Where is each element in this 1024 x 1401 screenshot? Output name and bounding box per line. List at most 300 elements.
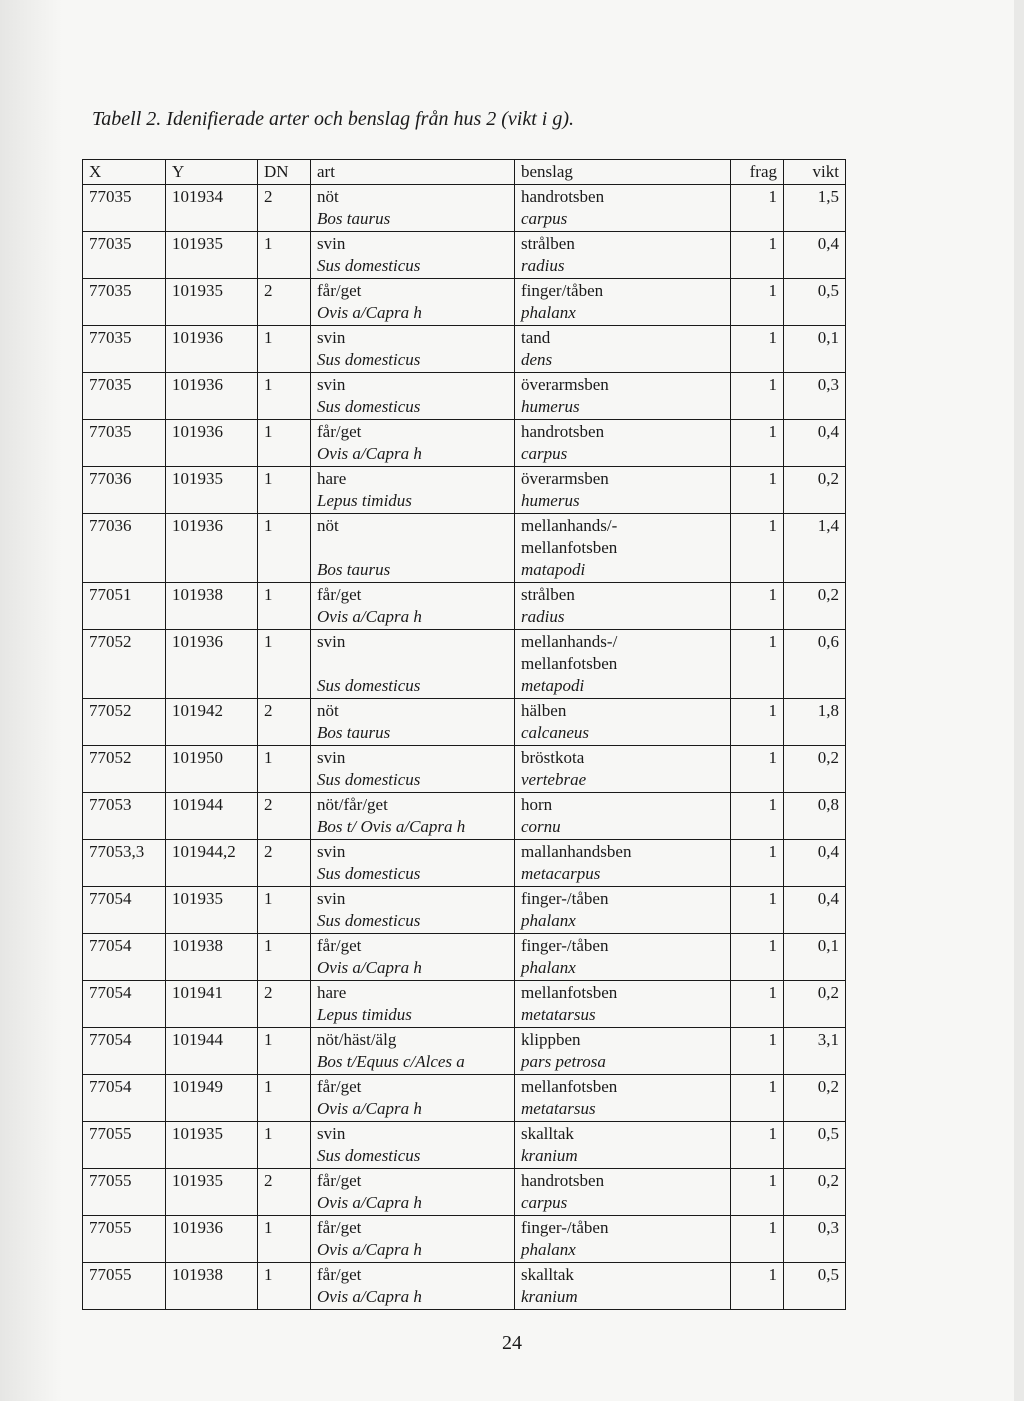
dn-value: 1	[264, 1077, 273, 1096]
table-row	[83, 185, 846, 232]
cell-dn	[258, 420, 311, 467]
y-value: 101935	[172, 1171, 223, 1190]
cell-vikt	[784, 279, 846, 326]
cell-x	[83, 746, 166, 793]
benslag-name: skalltak	[521, 1265, 574, 1284]
y-value: 101936	[172, 632, 223, 651]
table-row	[83, 699, 846, 746]
cell-dn	[258, 887, 311, 934]
cell-art	[311, 1122, 515, 1169]
cell-vikt	[784, 793, 846, 840]
cell-x	[83, 467, 166, 514]
art-scientific-name: Ovis a/Capra h	[317, 444, 422, 463]
cell-art	[311, 887, 515, 934]
cell-x	[83, 279, 166, 326]
x-value: 77035	[89, 234, 132, 253]
cell-y	[166, 981, 258, 1028]
frag-value: 1	[768, 234, 777, 253]
cell-vikt	[784, 746, 846, 793]
cell-y	[166, 583, 258, 630]
frag-value: 1	[768, 889, 777, 908]
cell-benslag	[515, 934, 731, 981]
benslag-name: finger-/tåben	[521, 1218, 609, 1237]
table-row	[83, 630, 846, 699]
dn-value: 1	[264, 469, 273, 488]
cell-vikt	[784, 232, 846, 279]
frag-value: 1	[768, 1077, 777, 1096]
cell-x	[83, 793, 166, 840]
benslag-name: skalltak	[521, 1124, 574, 1143]
table-row	[83, 1169, 846, 1216]
cell-vikt	[784, 981, 846, 1028]
cell-x	[83, 373, 166, 420]
art-scientific-name: Bos taurus	[317, 723, 391, 742]
frag-value: 1	[768, 187, 777, 206]
art-common-name: nöt	[317, 516, 339, 535]
cell-x	[83, 1216, 166, 1263]
x-value: 77035	[89, 375, 132, 394]
cell-vikt	[784, 583, 846, 630]
cell-dn	[258, 630, 311, 699]
header-art: art	[311, 160, 515, 185]
x-value: 77053,3	[89, 842, 145, 861]
y-value: 101942	[172, 701, 223, 720]
x-value: 77053	[89, 795, 132, 814]
cell-art	[311, 630, 515, 699]
x-value: 77035	[89, 422, 132, 441]
art-scientific-name: Ovis a/Capra h	[317, 303, 422, 322]
cell-frag	[731, 279, 784, 326]
benslag-name: mellanhands/-	[521, 516, 618, 535]
y-value: 101949	[172, 1077, 223, 1096]
frag-value: 1	[768, 795, 777, 814]
vikt-value: 1,5	[817, 187, 839, 206]
benslag-scientific-name: phalanx	[521, 958, 576, 977]
vikt-value: 0,2	[817, 1171, 839, 1190]
cell-y	[166, 420, 258, 467]
y-value: 101938	[172, 585, 223, 604]
x-value: 77054	[89, 983, 132, 1002]
vikt-value: 0,4	[817, 842, 839, 861]
art-common-name: får/get	[317, 1171, 362, 1190]
table-row	[83, 1075, 846, 1122]
cell-vikt	[784, 840, 846, 887]
cell-frag	[731, 583, 784, 630]
cell-vikt	[784, 420, 846, 467]
cell-art	[311, 185, 515, 232]
table-row	[83, 793, 846, 840]
table-header-row	[83, 160, 846, 185]
cell-x	[83, 934, 166, 981]
frag-value: 1	[768, 842, 777, 861]
cell-dn	[258, 583, 311, 630]
vikt-value: 0,2	[817, 585, 839, 604]
benslag-scientific-name: phalanx	[521, 1240, 576, 1259]
dn-value: 1	[264, 889, 273, 908]
x-value: 77054	[89, 1030, 132, 1049]
table-row	[83, 232, 846, 279]
table-row	[83, 981, 846, 1028]
art-scientific-name: Sus domesticus	[317, 397, 421, 416]
benslag-name-cont: mellanfotsben	[521, 538, 618, 557]
vikt-value: 0,5	[817, 1265, 839, 1284]
cell-art	[311, 279, 515, 326]
x-value: 77052	[89, 632, 132, 651]
cell-art	[311, 232, 515, 279]
art-scientific-name: Sus domesticus	[317, 256, 421, 275]
table-row	[83, 279, 846, 326]
y-value: 101936	[172, 516, 223, 535]
dn-value: 1	[264, 328, 273, 347]
cell-benslag	[515, 699, 731, 746]
cell-benslag	[515, 514, 731, 583]
benslag-scientific-name: humerus	[521, 397, 580, 416]
cell-dn	[258, 746, 311, 793]
cell-art	[311, 1216, 515, 1263]
cell-art	[311, 1263, 515, 1310]
cell-art	[311, 934, 515, 981]
cell-y	[166, 746, 258, 793]
cell-y	[166, 1169, 258, 1216]
cell-frag	[731, 420, 784, 467]
benslag-name: strålben	[521, 234, 575, 253]
y-value: 101944	[172, 1030, 223, 1049]
header-x: X	[83, 160, 166, 185]
vikt-value: 0,5	[817, 1124, 839, 1143]
art-scientific-name: Ovis a/Capra h	[317, 958, 422, 977]
cell-dn	[258, 1216, 311, 1263]
frag-value: 1	[768, 748, 777, 767]
y-value: 101941	[172, 983, 223, 1002]
table-row	[83, 887, 846, 934]
cell-art	[311, 1028, 515, 1075]
vikt-value: 0,1	[817, 936, 839, 955]
cell-benslag	[515, 793, 731, 840]
cell-frag	[731, 630, 784, 699]
cell-dn	[258, 1122, 311, 1169]
dn-value: 1	[264, 422, 273, 441]
vikt-value: 0,8	[817, 795, 839, 814]
table-row	[83, 467, 846, 514]
dn-value: 1	[264, 936, 273, 955]
cell-x	[83, 185, 166, 232]
table-row	[83, 583, 846, 630]
frag-value: 1	[768, 1218, 777, 1237]
cell-y	[166, 630, 258, 699]
y-value: 101950	[172, 748, 223, 767]
art-scientific-name: Sus domesticus	[317, 864, 421, 883]
cell-y	[166, 887, 258, 934]
x-value: 77055	[89, 1218, 132, 1237]
cell-x	[83, 840, 166, 887]
table-caption: Tabell 2. Idenifierade arter och benslag från hus 2 (vikt i g).	[92, 108, 574, 130]
vikt-value: 0,4	[817, 889, 839, 908]
x-value: 77036	[89, 469, 132, 488]
cell-art	[311, 373, 515, 420]
vikt-value: 0,6	[817, 632, 839, 651]
cell-benslag	[515, 279, 731, 326]
cell-benslag	[515, 840, 731, 887]
y-value: 101935	[172, 889, 223, 908]
cell-frag	[731, 373, 784, 420]
benslag-scientific-name: phalanx	[521, 911, 576, 930]
cell-dn	[258, 699, 311, 746]
x-value: 77035	[89, 187, 132, 206]
cell-y	[166, 514, 258, 583]
dn-value: 2	[264, 983, 273, 1002]
cell-benslag	[515, 887, 731, 934]
art-common-name: får/get	[317, 936, 362, 955]
cell-x	[83, 699, 166, 746]
art-common-name: nöt/häst/älg	[317, 1030, 397, 1049]
cell-vikt	[784, 1216, 846, 1263]
table-row	[83, 1122, 846, 1169]
art-common-name: hare	[317, 469, 347, 488]
cell-frag	[731, 1216, 784, 1263]
vikt-value: 0,2	[817, 748, 839, 767]
cell-dn	[258, 1028, 311, 1075]
benslag-scientific-name: humerus	[521, 491, 580, 510]
benslag-scientific-name: metatarsus	[521, 1005, 596, 1024]
y-value: 101935	[172, 234, 223, 253]
benslag-name: överarmsben	[521, 469, 609, 488]
dn-value: 2	[264, 1171, 273, 1190]
y-value: 101935	[172, 1124, 223, 1143]
art-common-name: hare	[317, 983, 347, 1002]
frag-value: 1	[768, 701, 777, 720]
table-row	[83, 746, 846, 793]
art-common-name: svin	[317, 889, 346, 908]
y-value: 101936	[172, 328, 223, 347]
cell-x	[83, 1075, 166, 1122]
cell-dn	[258, 934, 311, 981]
cell-vikt	[784, 1028, 846, 1075]
art-common-name: svin	[317, 748, 346, 767]
x-value: 77036	[89, 516, 132, 535]
cell-vikt	[784, 1122, 846, 1169]
species-table	[82, 159, 846, 1310]
cell-vikt	[784, 934, 846, 981]
vikt-value: 0,1	[817, 328, 839, 347]
header-benslag: benslag	[515, 160, 731, 185]
benslag-scientific-name: vertebrae	[521, 770, 587, 789]
cell-x	[83, 630, 166, 699]
art-scientific-name: Bos t/Equus c/Alces a	[317, 1052, 465, 1071]
cell-y	[166, 279, 258, 326]
frag-value: 1	[768, 469, 777, 488]
cell-dn	[258, 326, 311, 373]
cell-benslag	[515, 746, 731, 793]
cell-benslag	[515, 373, 731, 420]
cell-benslag	[515, 420, 731, 467]
benslag-name: finger-/tåben	[521, 889, 609, 908]
frag-value: 1	[768, 983, 777, 1002]
cell-benslag	[515, 630, 731, 699]
dn-value: 2	[264, 795, 273, 814]
benslag-scientific-name: phalanx	[521, 303, 576, 322]
x-value: 77055	[89, 1171, 132, 1190]
cell-dn	[258, 467, 311, 514]
header-vikt: vikt	[784, 160, 846, 185]
benslag-name: handrotsben	[521, 1171, 605, 1190]
y-value: 101935	[172, 281, 223, 300]
benslag-name: klippben	[521, 1030, 581, 1049]
benslag-name: överarmsben	[521, 375, 609, 394]
benslag-name: handrotsben	[521, 187, 605, 206]
art-scientific-name: Ovis a/Capra h	[317, 1287, 422, 1306]
cell-dn	[258, 840, 311, 887]
frag-value: 1	[768, 281, 777, 300]
cell-x	[83, 420, 166, 467]
benslag-name: strålben	[521, 585, 575, 604]
benslag-scientific-name: carpus	[521, 209, 568, 228]
cell-vikt	[784, 373, 846, 420]
cell-x	[83, 232, 166, 279]
cell-frag	[731, 1169, 784, 1216]
cell-y	[166, 1263, 258, 1310]
header-frag: frag	[731, 160, 784, 185]
frag-value: 1	[768, 585, 777, 604]
y-value: 101935	[172, 469, 223, 488]
cell-y	[166, 840, 258, 887]
dn-value: 1	[264, 234, 273, 253]
x-value: 77054	[89, 1077, 132, 1096]
art-scientific-name: Bos taurus	[317, 560, 391, 579]
art-common-name: svin	[317, 632, 346, 651]
y-value: 101934	[172, 187, 223, 206]
cell-vikt	[784, 1169, 846, 1216]
benslag-scientific-name: carpus	[521, 1193, 568, 1212]
x-value: 77035	[89, 328, 132, 347]
cell-dn	[258, 793, 311, 840]
cell-benslag	[515, 1216, 731, 1263]
benslag-name: mallanhandsben	[521, 842, 632, 861]
art-scientific-name: Sus domesticus	[317, 676, 421, 695]
benslag-name: bröstkota	[521, 748, 585, 767]
art-common-name: får/get	[317, 1265, 362, 1284]
dn-value: 2	[264, 701, 273, 720]
cell-vikt	[784, 514, 846, 583]
table-row	[83, 514, 846, 583]
benslag-name-cont: mellanfotsben	[521, 654, 618, 673]
dn-value: 1	[264, 1124, 273, 1143]
cell-benslag	[515, 467, 731, 514]
frag-value: 1	[768, 516, 777, 535]
art-common-name: får/get	[317, 281, 362, 300]
cell-x	[83, 583, 166, 630]
art-common-name: svin	[317, 234, 346, 253]
cell-dn	[258, 185, 311, 232]
cell-dn	[258, 1169, 311, 1216]
dn-value: 2	[264, 281, 273, 300]
cell-art	[311, 699, 515, 746]
art-scientific-name: Ovis a/Capra h	[317, 1193, 422, 1212]
cell-y	[166, 1216, 258, 1263]
cell-vikt	[784, 467, 846, 514]
cell-art	[311, 793, 515, 840]
cell-art	[311, 1075, 515, 1122]
spacer	[317, 653, 508, 675]
benslag-name: tand	[521, 328, 551, 347]
cell-benslag	[515, 232, 731, 279]
cell-art	[311, 467, 515, 514]
cell-benslag	[515, 326, 731, 373]
x-value: 77055	[89, 1124, 132, 1143]
cell-x	[83, 1263, 166, 1310]
table-row	[83, 840, 846, 887]
art-common-name: får/get	[317, 1218, 362, 1237]
table-row	[83, 420, 846, 467]
table-row	[83, 1263, 846, 1310]
art-scientific-name: Bos taurus	[317, 209, 391, 228]
page-number: 24	[502, 1332, 522, 1354]
frag-value: 1	[768, 1171, 777, 1190]
frag-value: 1	[768, 1030, 777, 1049]
cell-y	[166, 1122, 258, 1169]
cell-x	[83, 1028, 166, 1075]
table-row	[83, 1216, 846, 1263]
cell-art	[311, 326, 515, 373]
dn-value: 1	[264, 748, 273, 767]
cell-dn	[258, 1263, 311, 1310]
vikt-value: 0,3	[817, 1218, 839, 1237]
cell-y	[166, 1028, 258, 1075]
art-scientific-name: Sus domesticus	[317, 911, 421, 930]
cell-frag	[731, 1263, 784, 1310]
cell-frag	[731, 887, 784, 934]
dn-value: 1	[264, 1265, 273, 1284]
dn-value: 1	[264, 632, 273, 651]
frag-value: 1	[768, 936, 777, 955]
x-value: 77054	[89, 936, 132, 955]
benslag-scientific-name: radius	[521, 607, 565, 626]
art-scientific-name: Ovis a/Capra h	[317, 607, 422, 626]
vikt-value: 0,3	[817, 375, 839, 394]
x-value: 77051	[89, 585, 132, 604]
cell-art	[311, 981, 515, 1028]
cell-art	[311, 746, 515, 793]
vikt-value: 1,8	[817, 701, 839, 720]
benslag-scientific-name: metacarpus	[521, 864, 601, 883]
benslag-name: handrotsben	[521, 422, 605, 441]
cell-vikt	[784, 1075, 846, 1122]
cell-benslag	[515, 583, 731, 630]
frag-value: 1	[768, 375, 777, 394]
benslag-name: finger/tåben	[521, 281, 604, 300]
header-dn: DN	[258, 160, 311, 185]
cell-art	[311, 583, 515, 630]
vikt-value: 0,2	[817, 983, 839, 1002]
y-value: 101938	[172, 1265, 223, 1284]
x-value: 77052	[89, 748, 132, 767]
cell-frag	[731, 514, 784, 583]
frag-value: 1	[768, 632, 777, 651]
cell-y	[166, 373, 258, 420]
art-scientific-name: Bos t/ Ovis a/Capra h	[317, 817, 466, 836]
cell-benslag	[515, 1263, 731, 1310]
vikt-value: 0,2	[817, 469, 839, 488]
benslag-scientific-name: kranium	[521, 1287, 578, 1306]
y-value: 101936	[172, 375, 223, 394]
table-row	[83, 1028, 846, 1075]
cell-vikt	[784, 887, 846, 934]
dn-value: 2	[264, 187, 273, 206]
benslag-scientific-name: calcaneus	[521, 723, 589, 742]
art-common-name: nöt	[317, 187, 339, 206]
art-scientific-name: Sus domesticus	[317, 1146, 421, 1165]
art-scientific-name: Lepus timidus	[317, 491, 412, 510]
scan-shadow-right	[1014, 0, 1024, 1401]
